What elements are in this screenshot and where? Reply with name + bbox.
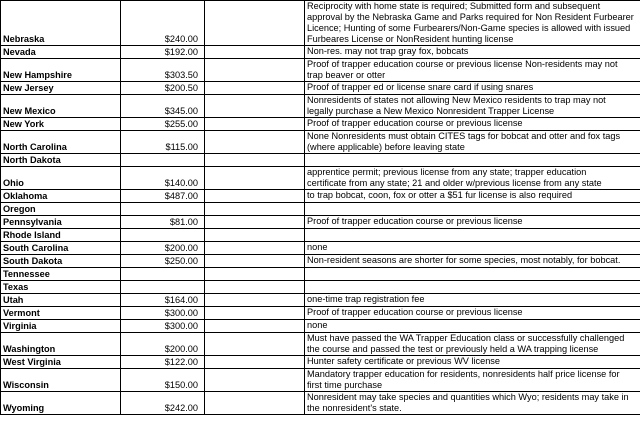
state-cell: Ohio (1, 167, 121, 190)
table-row (1, 294, 640, 307)
state-cell: Vermont (1, 307, 121, 320)
requirements-cell (305, 392, 640, 415)
fee-cell (121, 268, 205, 281)
requirements-cell (305, 131, 640, 154)
fee-cell: $192.00 (121, 46, 205, 59)
state-cell: Wyoming (1, 392, 121, 415)
fee-cell: $300.00 (121, 307, 205, 320)
requirements-cell (305, 369, 640, 392)
table-row (1, 369, 640, 392)
requirements-cell (305, 356, 640, 369)
empty-cell (205, 255, 305, 268)
requirements-cell (305, 46, 640, 59)
state-cell: Wisconsin (1, 369, 121, 392)
requirements-line: to trap bobcat, coon, fox or otter a $51 fur license is also required (307, 190, 573, 200)
empty-cell (205, 333, 305, 356)
state-cell: South Dakota (1, 255, 121, 268)
requirements-line: Nonresidents of states not allowing New Mexico residents to trap may not (307, 95, 606, 105)
requirements-line: first time purchase (307, 380, 383, 390)
state-cell: Tennessee (1, 268, 121, 281)
fee-cell: $150.00 (121, 369, 205, 392)
empty-cell (205, 281, 305, 294)
requirements-cell (305, 307, 640, 320)
empty-cell (205, 95, 305, 118)
requirements-line: none (307, 320, 328, 330)
fee-cell: $240.00 (121, 1, 205, 46)
empty-cell (205, 190, 305, 203)
state-cell: Rhode Island (1, 229, 121, 242)
empty-cell (205, 82, 305, 95)
requirements-line: Non-res. may not trap gray fox, bobcats (307, 46, 469, 56)
state-cell: New Mexico (1, 95, 121, 118)
table-row (1, 229, 640, 242)
state-cell: Texas (1, 281, 121, 294)
table-row (1, 356, 640, 369)
requirements-cell (305, 190, 640, 203)
table-row (1, 154, 640, 167)
state-cell: Oregon (1, 203, 121, 216)
requirements-cell (305, 59, 640, 82)
requirements-line: the nonresident's state. (307, 403, 402, 413)
fee-cell: $164.00 (121, 294, 205, 307)
requirements-line: legally purchase a New Mexico Nonresident Trapper License (307, 106, 555, 116)
state-cell: North Carolina (1, 131, 121, 154)
state-cell: Virginia (1, 320, 121, 333)
requirements-line: (where applicable) before leaving state (307, 142, 465, 152)
table-row (1, 131, 640, 154)
requirements-line: Licence; Hunting of some Furbearers/Non-Game species is allowed with issued (307, 23, 631, 33)
empty-cell (205, 320, 305, 333)
fee-cell: $115.00 (121, 131, 205, 154)
requirements-cell (305, 154, 640, 167)
table-row (1, 392, 640, 415)
state-cell: Pennsylvania (1, 216, 121, 229)
empty-cell (205, 356, 305, 369)
requirements-line: None Nonresidents must obtain CITES tags for bobcat and otter and fox tags (307, 131, 621, 141)
table-row (1, 242, 640, 255)
state-cell: Nebraska (1, 1, 121, 46)
fee-cell: $200.50 (121, 82, 205, 95)
requirements-cell (305, 242, 640, 255)
state-cell: Washington (1, 333, 121, 356)
fee-cell: $122.00 (121, 356, 205, 369)
requirements-line: approval by the Nebraska Game and Parks required for Non Resident Furbearer (307, 12, 634, 22)
requirements-cell (305, 216, 640, 229)
empty-cell (205, 167, 305, 190)
empty-cell (205, 369, 305, 392)
requirements-line: Proof of trapper education course or previous license (307, 118, 523, 128)
requirements-cell (305, 229, 640, 242)
empty-cell (205, 242, 305, 255)
table-body (1, 1, 640, 415)
empty-cell (205, 118, 305, 131)
requirements-line: Reciprocity with home state is required; Submitted form and subsequent (307, 1, 601, 11)
fee-cell: $300.00 (121, 320, 205, 333)
state-cell: West Virginia (1, 356, 121, 369)
empty-cell (205, 307, 305, 320)
empty-cell (205, 294, 305, 307)
requirements-line: the course and passed the test or previously held a WA trapping license (307, 344, 599, 354)
requirements-line: apprentice permit; previous license from any state; trapper education (307, 167, 587, 177)
table-row (1, 95, 640, 118)
requirements-line: Proof of trapper ed or license snare card if using snares (307, 82, 534, 92)
fee-cell (121, 281, 205, 294)
table-row (1, 216, 640, 229)
fee-cell: $303.50 (121, 59, 205, 82)
requirements-cell (305, 320, 640, 333)
state-cell: North Dakota (1, 154, 121, 167)
fee-cell (121, 229, 205, 242)
requirements-cell (305, 281, 640, 294)
table-row (1, 333, 640, 356)
requirements-cell (305, 268, 640, 281)
table-row (1, 59, 640, 82)
state-cell: Oklahoma (1, 190, 121, 203)
table-row (1, 320, 640, 333)
fee-cell: $140.00 (121, 167, 205, 190)
table-row (1, 46, 640, 59)
state-cell: New York (1, 118, 121, 131)
empty-cell (205, 59, 305, 82)
fee-cell: $242.00 (121, 392, 205, 415)
empty-cell (205, 392, 305, 415)
requirements-line: Mandatory trapper education for residents, nonresidents half price license for (307, 369, 620, 379)
table-row (1, 1, 640, 46)
table-row (1, 268, 640, 281)
state-cell: Utah (1, 294, 121, 307)
state-cell: New Jersey (1, 82, 121, 95)
fee-cell: $487.00 (121, 190, 205, 203)
table-row (1, 203, 640, 216)
requirements-line: Nonresident may take species and quantities which Wyo; residents may take in (307, 392, 629, 402)
empty-cell (205, 229, 305, 242)
requirements-cell (305, 294, 640, 307)
requirements-line: one-time trap registration fee (307, 294, 425, 304)
requirements-line: Proof of trapper education course or previous license (307, 307, 523, 317)
requirements-line: trap beaver or otter (307, 70, 386, 80)
requirements-cell (305, 1, 640, 46)
fee-cell (121, 154, 205, 167)
requirements-cell (305, 118, 640, 131)
empty-cell (205, 131, 305, 154)
requirements-line: Proof of trapper education course or previous license Non-residents may not (307, 59, 618, 69)
fee-cell: $200.00 (121, 333, 205, 356)
table-row (1, 307, 640, 320)
empty-cell (205, 154, 305, 167)
fee-cell: $250.00 (121, 255, 205, 268)
requirements-line: certificate from any state; 21 and older w/previous license from any state (307, 178, 602, 188)
table-row (1, 82, 640, 95)
empty-cell (205, 268, 305, 281)
table-row (1, 281, 640, 294)
requirements-cell (305, 167, 640, 190)
requirements-cell (305, 82, 640, 95)
fee-cell: $200.00 (121, 242, 205, 255)
fee-cell (121, 203, 205, 216)
empty-cell (205, 1, 305, 46)
table-row (1, 255, 640, 268)
requirements-line: none (307, 242, 328, 252)
requirements-cell (305, 255, 640, 268)
state-cell: Nevada (1, 46, 121, 59)
fee-cell: $255.00 (121, 118, 205, 131)
requirements-cell (305, 203, 640, 216)
empty-cell (205, 203, 305, 216)
state-cell: New Hampshire (1, 59, 121, 82)
empty-cell (205, 46, 305, 59)
table-row (1, 167, 640, 190)
requirements-line: Must have passed the WA Trapper Education class or successfully challenged (307, 333, 625, 343)
requirements-line: Hunter safety certificate or previous WV license (307, 356, 501, 366)
requirements-cell (305, 333, 640, 356)
table-row (1, 190, 640, 203)
requirements-line: Proof of trapper education course or previous license (307, 216, 523, 226)
fee-cell: $345.00 (121, 95, 205, 118)
table-row (1, 118, 640, 131)
state-cell: South Carolina (1, 242, 121, 255)
empty-cell (205, 216, 305, 229)
requirements-line: Non-resident seasons are shorter for some species, most notably, for bobcat. (307, 255, 621, 265)
fee-cell: $81.00 (121, 216, 205, 229)
requirements-cell (305, 95, 640, 118)
requirements-line: Furbeares License or NonResident hunting license (307, 34, 514, 44)
